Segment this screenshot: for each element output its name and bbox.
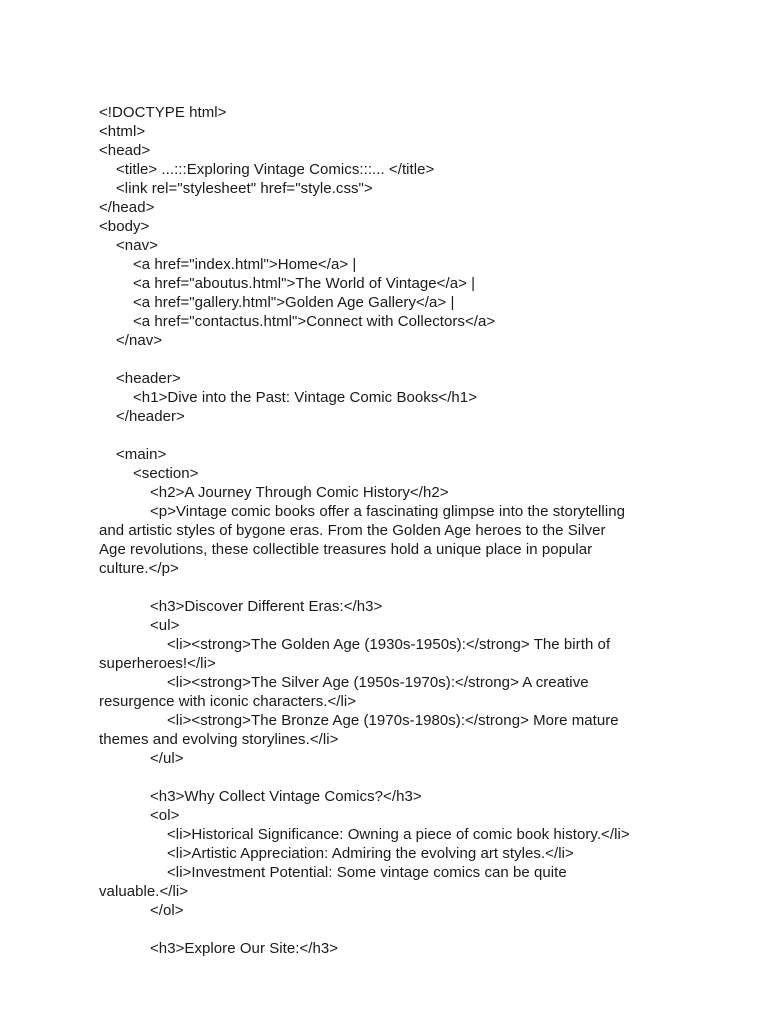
code-line: and artistic styles of bygone eras. From the Golden Age heroes to the Silver: [99, 522, 606, 539]
code-line: <p>Vintage comic books offer a fascinating glimpse into the storytelling: [150, 503, 625, 520]
code-line: <html>: [99, 123, 146, 140]
code-line: <li>Investment Potential: Some vintage comics can be quite: [167, 864, 567, 881]
code-line: <title> ...:::Exploring Vintage Comics:::... </title>: [116, 161, 435, 178]
code-line: culture.</p>: [99, 560, 179, 577]
code-line: <li><strong>The Silver Age (1950s-1970s):</strong> A creative: [167, 674, 589, 691]
code-line: <li><strong>The Golden Age (1930s-1950s):</strong> The birth of: [167, 636, 611, 653]
blank-line: [99, 426, 699, 445]
code-line: <!DOCTYPE html>: [99, 104, 227, 121]
code-line: <h3>Explore Our Site:</h3>: [150, 940, 339, 957]
code-line: <li>Artistic Appreciation: Admiring the evolving art styles.</li>: [167, 845, 574, 862]
code-line: <li><strong>The Bronze Age (1970s-1980s):</strong> More mature: [167, 712, 619, 729]
code-line: <head>: [99, 142, 151, 159]
code-line: superheroes!</li>: [99, 655, 216, 672]
code-line: <h3>Why Collect Vintage Comics?</h3>: [150, 788, 422, 805]
code-line: <li>Historical Significance: Owning a piece of comic book history.</li>: [167, 826, 630, 843]
code-line: <a href="contactus.html">Connect with Collectors</a>: [133, 313, 496, 330]
code-document: [99, 103, 699, 958]
code-line: <h2>A Journey Through Comic History</h2>: [150, 484, 449, 501]
code-line: </header>: [116, 408, 185, 425]
code-line: </head>: [99, 199, 155, 216]
code-line: </ul>: [150, 750, 184, 767]
code-line: <nav>: [116, 237, 158, 254]
blank-line: [99, 350, 699, 369]
code-line: <section>: [133, 465, 199, 482]
code-line: <main>: [116, 446, 167, 463]
blank-line: [99, 920, 699, 939]
code-line: <h3>Discover Different Eras:</h3>: [150, 598, 383, 615]
code-line: <header>: [116, 370, 181, 387]
code-line: themes and evolving storylines.</li>: [99, 731, 339, 748]
code-line: <a href="aboutus.html">The World of Vintage</a> |: [133, 275, 476, 292]
code-line: </nav>: [116, 332, 163, 349]
code-line: <a href="gallery.html">Golden Age Gallery</a> |: [133, 294, 455, 311]
code-line: <body>: [99, 218, 150, 235]
code-line: <link rel="stylesheet" href="style.css">: [116, 180, 373, 197]
code-line: <ol>: [150, 807, 180, 824]
code-line: </ol>: [150, 902, 184, 919]
code-line: <h1>Dive into the Past: Vintage Comic Books</h1>: [133, 389, 478, 406]
blank-line: [99, 768, 699, 787]
code-line: resurgence with iconic characters.</li>: [99, 693, 357, 710]
blank-line: [99, 578, 699, 597]
code-line: <ul>: [150, 617, 180, 634]
code-line: Age revolutions, these collectible treasures hold a unique place in popular: [99, 541, 593, 558]
code-line: <a href="index.html">Home</a> |: [133, 256, 357, 273]
code-line: valuable.</li>: [99, 883, 189, 900]
